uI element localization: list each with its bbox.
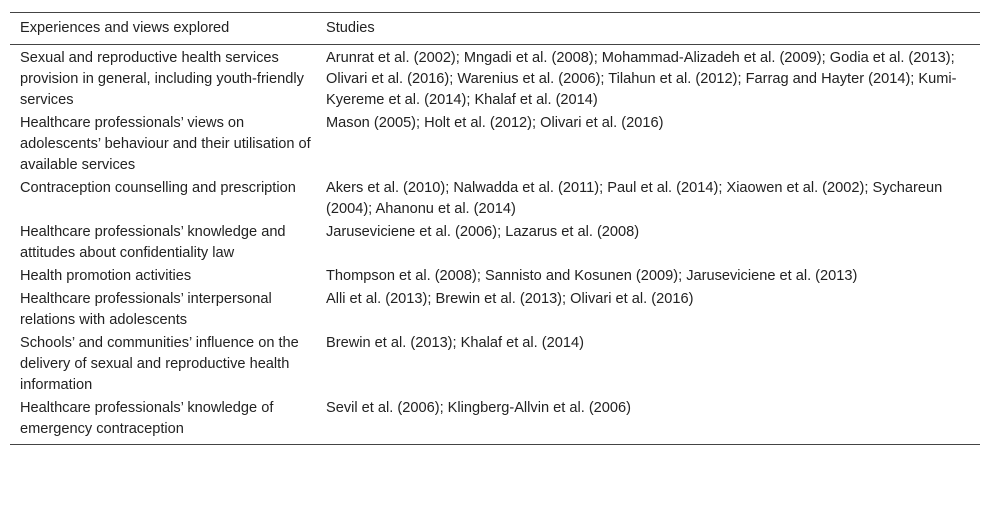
- studies-cell: Thompson et al. (2008); Sannisto and Kosunen (2009); Jaruseviciene et al. (2013): [326, 268, 858, 284]
- studies-cell: Arunrat et al. (2002); Mngadi et al. (2008); Mohammad-Alizadeh et al. (2009); Godia et al. (2013); Olivari et al. (2016); Warenius et al. (2006); Tilahun et al. (2012); Farrag and Hayter (2014); Kumi-Kyereme et al. (2014); Khalaf et al. (2014): [326, 50, 957, 108]
- header-row: [10, 13, 980, 45]
- table-row: [10, 397, 980, 445]
- studies-table-container: [10, 12, 980, 445]
- header-experiences: Experiences and views explored: [20, 20, 230, 36]
- experience-cell: Healthcare professionals’ interpersonal relations with adolescents: [20, 291, 272, 328]
- studies-cell: Mason (2005); Holt et al. (2012); Olivari et al. (2016): [326, 115, 664, 131]
- experience-cell: Healthcare professionals’ views on adolescents’ behaviour and their utilisation of available services: [20, 115, 311, 173]
- table-row: [10, 288, 980, 332]
- studies-table: [10, 12, 980, 445]
- experience-cell: Sexual and reproductive health services provision in general, including youth-friendly services: [20, 50, 304, 108]
- table-row: [10, 265, 980, 288]
- table-row: [10, 112, 980, 177]
- table-row: [10, 332, 980, 397]
- table-row: [10, 221, 980, 265]
- studies-cell: Jaruseviciene et al. (2006); Lazarus et al. (2008): [326, 224, 640, 240]
- table-body: [10, 45, 980, 445]
- studies-cell: Sevil et al. (2006); Klingberg-Allvin et al. (2006): [326, 400, 632, 416]
- table-header: [10, 13, 980, 45]
- experience-cell: Healthcare professionals’ knowledge and attitudes about confidentiality law: [20, 224, 286, 261]
- table-row: [10, 177, 980, 221]
- header-studies: Studies: [326, 20, 375, 36]
- experience-cell: Schools’ and communities’ influence on the delivery of sexual and reproductive health information: [20, 335, 299, 393]
- studies-cell: Akers et al. (2010); Nalwadda et al. (2011); Paul et al. (2014); Xiaowen et al. (2002); Sychareun (2004); Ahanonu et al. (2014): [326, 180, 943, 217]
- experience-cell: Healthcare professionals’ knowledge of emergency contraception: [20, 400, 274, 437]
- experience-cell: Health promotion activities: [20, 268, 192, 284]
- studies-cell: Alli et al. (2013); Brewin et al. (2013); Olivari et al. (2016): [326, 291, 694, 307]
- table-row: [10, 45, 980, 113]
- experience-cell: Contraception counselling and prescription: [20, 180, 296, 196]
- studies-cell: Brewin et al. (2013); Khalaf et al. (2014): [326, 335, 584, 351]
